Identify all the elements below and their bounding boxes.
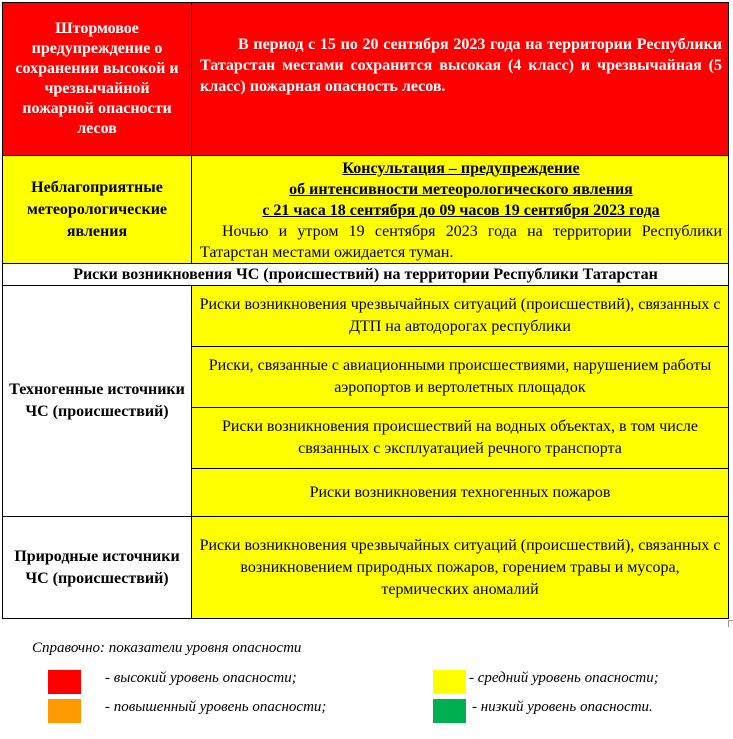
- legend-swatch-high: [48, 670, 81, 694]
- risk-group-label: Природные источники ЧС (происшествий): [14, 547, 180, 587]
- bulletin-table: [2, 2, 729, 619]
- legend-swatch-elevated: [48, 699, 81, 723]
- table-resize-handle: [728, 620, 733, 627]
- risk-group-label: Техногенные источники ЧС (происшествий): [9, 381, 185, 420]
- risk-item: Риски возникновения происшествий на водных объектах, в том числе связанных с эксплуатацией речного транспорта: [192, 408, 728, 469]
- legend-label-low: - низкий уровень опасности.: [472, 699, 653, 715]
- risks-header-row: [3, 264, 728, 286]
- risk-item: Риски, связанные с авиационными происшествиями, нарушением работы аэропортов и вертолетных площадок: [192, 347, 728, 408]
- legend-title: Справочно: показатели уровня опасности: [32, 640, 302, 656]
- storm-warning-text: В период с 15 по 20 сентября 2023 года на территории Республики Татарстан местами сохранится высокая (4 класс) и чрезвычайная (5 класс) пожарная опасность лесов.: [200, 36, 722, 95]
- storm-warning-text-cell: [192, 3, 728, 155]
- meteo-content-cell: [192, 156, 728, 263]
- meteo-heading-1: Консультация – предупреждение: [342, 160, 580, 177]
- legend-swatch-medium: [433, 670, 466, 694]
- storm-warning-title: Штормовое предупреждение о сохранении высокой и чрезвычайной пожарной опасности лесов: [15, 20, 179, 137]
- risk-item: Риски возникновения техногенных пожаров: [192, 469, 728, 516]
- meteo-text: Ночью и утром 19 сентября 2023 года на территории Республики Татарстан местами ожидается туман.: [200, 223, 722, 261]
- meteo-heading-2: об интенсивности метеорологического явления: [289, 181, 633, 198]
- risk-item: Риски возникновения чрезвычайных ситуаций (происшествий), связанных с ДТП на автодорогах республики: [192, 286, 728, 347]
- legend-label-elevated: - повышенный уровень опасности;: [105, 699, 327, 715]
- risk-group-label-cell: [3, 517, 192, 618]
- meteo-title: Неблагоприятные метеорологические явления: [26, 178, 168, 240]
- risk-group-label-cell: [3, 286, 192, 516]
- storm-warning-title-cell: [3, 3, 192, 155]
- risk-group-natural: [3, 517, 728, 618]
- risk-group-technogenic: [3, 286, 728, 517]
- risks-header: Риски возникновения ЧС (происшествий) на территории Республики Татарстан: [73, 266, 658, 283]
- legend-label-medium: - средний уровень опасности;: [469, 670, 659, 686]
- legend-swatch-low: [433, 699, 466, 723]
- storm-warning-row: [3, 3, 728, 156]
- meteo-heading-3: с 21 часа 18 сентября до 09 часов 19 сентября 2023 года: [262, 202, 660, 219]
- meteo-row: [3, 156, 728, 264]
- legend-label-high: - высокий уровень опасности;: [105, 670, 297, 686]
- risk-item: Риски возникновения чрезвычайных ситуаций (происшествий), связанных с возникновением природных пожаров, горением травы и мусора, термических аномалий: [192, 517, 728, 618]
- meteo-title-cell: [3, 156, 192, 263]
